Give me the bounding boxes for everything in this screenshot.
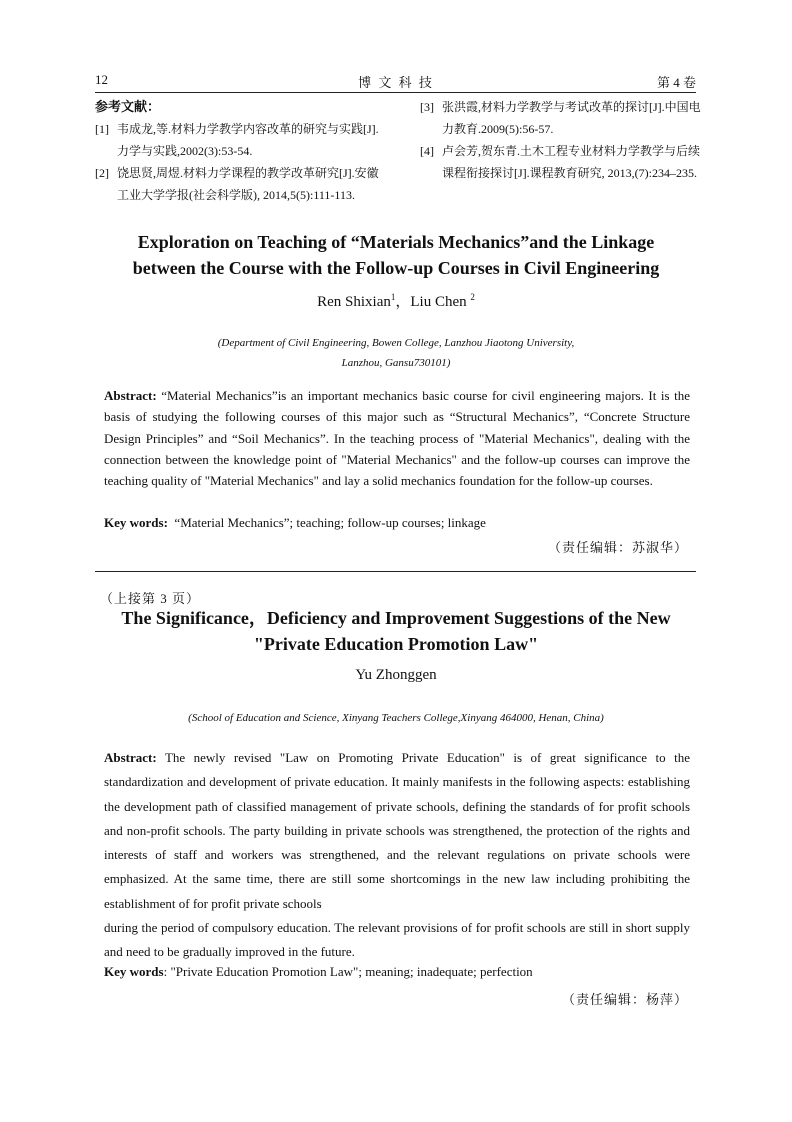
references-left-column <box>95 96 380 206</box>
author-affiliation-mark: 1 <box>390 292 396 302</box>
article2-title-line2: "Private Education Promotion Law" <box>253 634 539 654</box>
author-separator: ， <box>395 294 411 310</box>
author-name: Ren Shixian <box>317 294 391 310</box>
keywords-label: Key words: <box>104 515 168 530</box>
article2-editor: （责任编辑：杨萍） <box>561 992 688 1007</box>
abstract-label: Abstract: <box>104 388 157 403</box>
keywords-label: Key words <box>104 964 164 979</box>
reference-text: 饶思贤,周煜.材料力学课程的教学改革研究[J].安徽工业大学学报(社会科学版), 2014,5(5):111-113. <box>117 166 379 202</box>
reference-text: 韦成龙,等.材料力学教学内容改革的研究与实践[J].力学与实践,2002(3):53-54. <box>117 122 379 158</box>
article1-editor: （责任编辑：苏淑华） <box>547 540 688 555</box>
reference-item <box>95 162 380 206</box>
references-right-column <box>420 96 705 184</box>
article1-affiliation <box>0 333 792 373</box>
reference-text: 张洪霞,材料力学教学与考试改革的探讨[J].中国电力教育.2009(5):56-57. <box>442 100 701 136</box>
reference-number: [2] <box>95 166 109 180</box>
abstract-label: Abstract: <box>104 750 157 765</box>
abstract-paragraph: during the period of compulsory education. The relevant provisions of for profit schools are still in short supply and need to be gradually improved in the future. <box>104 920 690 960</box>
article2-title-line1: The Significance，Deficiency and Improvement Suggestions of the New <box>121 608 671 628</box>
article1-title <box>0 229 792 281</box>
page-number: 12 <box>95 72 108 87</box>
reference-item <box>420 96 705 140</box>
article1-title-line2: between the Course with the Follow-up Courses in Civil Engineering <box>132 258 660 278</box>
journal-name: 博 文 科 技 <box>358 75 434 90</box>
continued-note: （上接第 3 页） <box>100 591 201 606</box>
affiliation-line: Lanzhou, Gansu730101) <box>341 357 451 369</box>
article2-author: Yu Zhonggen <box>355 667 437 683</box>
article1-authors <box>0 290 792 311</box>
header-rule <box>95 92 696 93</box>
keywords-text: “Material Mechanics”; teaching; follow-up courses; linkage <box>174 515 486 530</box>
keywords-text: : "Private Education Promotion Law"; meaning; inadequate; perfection <box>163 964 533 979</box>
abstract-text: “Material Mechanics”is an important mechanics basic course for civil engineering majors. It is the basis of studying the following courses of this major such as “Structural Mechanics”, “Concrete Structure Design Principles” and “Soil Mechanics”. In the teaching process of "Material Mechanics", dealing with the connection between the knowledge point of "Material Mechanics" and the follow-up courses can improve the teaching quality of "Material Mechanics" and lay a solid mechanics foundation for the follow-up courses. <box>104 388 690 489</box>
reference-number: [3] <box>420 100 434 114</box>
reference-number: [4] <box>420 144 434 158</box>
article1-title-line1: Exploration on Teaching of “Materials Mechanics”and the Linkage <box>137 232 655 252</box>
article1-abstract <box>104 385 690 491</box>
reference-number: [1] <box>95 122 109 136</box>
affiliation-line: (Department of Civil Engineering, Bowen College, Lanzhou Jiaotong University, <box>217 337 575 349</box>
article2-keywords <box>104 964 533 980</box>
section-divider <box>95 571 696 572</box>
article2-affiliation: (School of Education and Science, Xinyang Teachers College,Xinyang 464000, Henan, China) <box>188 712 604 724</box>
article1-keywords <box>104 515 486 531</box>
author-name: Liu Chen <box>410 294 467 310</box>
abstract-paragraph <box>104 746 690 916</box>
author-affiliation-mark: 2 <box>470 292 475 302</box>
article2-title <box>0 605 792 657</box>
abstract-text: The newly revised "Law on Promoting Private Education" is of great significance to the standardization and development of private education. It mainly manifests in the following aspects: establishing the development path of classified management of private schools, defining the standards of for profit schools and non-profit schools. The party building in private schools was strengthened, the protection of the rights and interests of staff and workers was strengthened, and the relevant regulations on private schools were emphasized. At the same time, there are still some shortcomings in the new law including prohibiting the establishment of for profit private schools <box>104 750 691 911</box>
reference-item <box>420 140 705 184</box>
references-heading: 参考文献： <box>95 99 161 114</box>
reference-item <box>95 118 380 162</box>
volume-label: 第 4 卷 <box>656 75 696 90</box>
article2-abstract <box>104 746 690 965</box>
reference-text: 卢会芳,贺东青.土木工程专业材料力学教学与后续课程衔接探讨[J].课程教育研究, 2013,(7):234–235. <box>442 144 701 180</box>
